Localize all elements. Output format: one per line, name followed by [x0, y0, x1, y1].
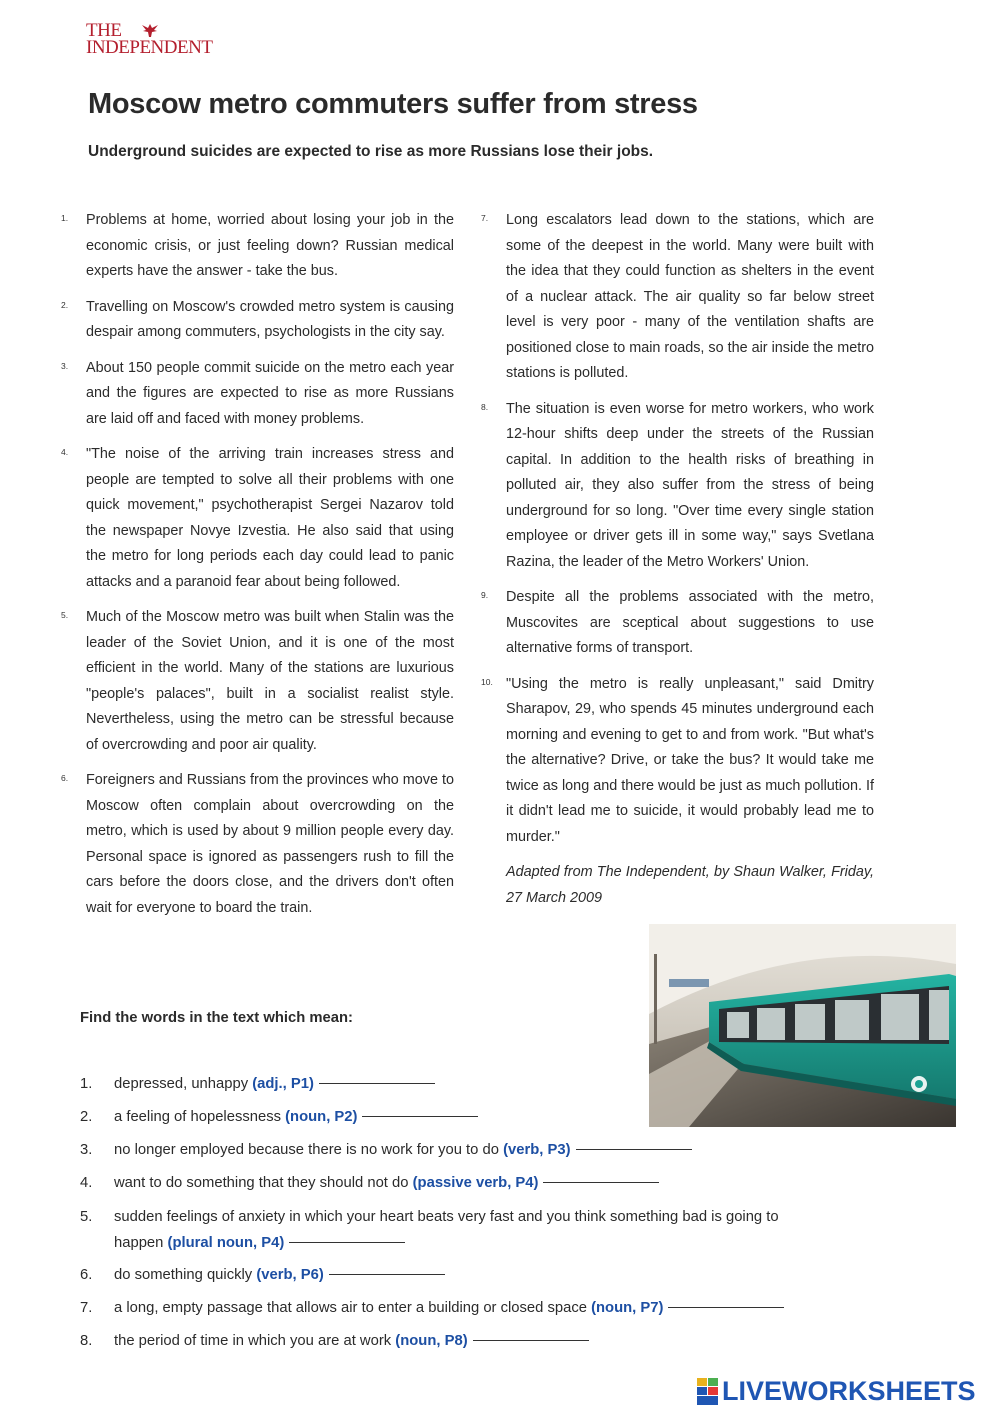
eagle-icon — [141, 22, 159, 38]
question-8 — [80, 1328, 860, 1354]
question-hint: (plural noun, P4) — [167, 1235, 285, 1251]
question-text: depressed, unhappy — [114, 1076, 249, 1092]
question-text: no longer employed because there is no work for you to do — [114, 1142, 499, 1158]
paragraph-7 — [481, 208, 874, 387]
answer-blank[interactable] — [319, 1082, 435, 1084]
paragraph-text: The situation is even worse for metro workers, who work 12-hour shifts deep under the streets of the Russian capital. In addition to the health risks of breathing in polluted air, they also suffer from the stress of being underground for so long. "Over time every single station employee or driver gets ill in some way," says Svetlana Razina, the leader of the Metro Workers' Union. — [506, 400, 874, 570]
question-text: a long, empty passage that allows air to enter a building or closed space — [114, 1300, 587, 1316]
article-column-left — [61, 208, 454, 931]
paragraph-10 — [481, 672, 874, 851]
paragraph-9 — [481, 585, 874, 662]
paragraph-text: Much of the Moscow metro was built when Stalin was the leader of the Soviet Union, and it is one of the most efficient in the world. Many of the stations are luxurious "people's palaces", built in a socialist realist style. Nevertheless, using the metro can be stressful because of overcrowding and poor air quality. — [86, 609, 454, 753]
answer-blank[interactable] — [329, 1273, 445, 1275]
paragraph-number: 10. — [481, 676, 493, 687]
paragraph-text: Long escalators lead down to the stations, which are some of the deepest in the world. Many were built with the idea that they could function as shelters in the event of a nuclear attack. The air quality so far below street level is very poor - many of the ventilation shafts are positioned close to main roads, so the air inside the metro stations is polluted. — [506, 212, 874, 381]
question-number: 1. — [80, 1076, 93, 1092]
question-5 — [80, 1204, 830, 1256]
answer-blank[interactable] — [576, 1148, 692, 1150]
paragraph-number: 9. — [481, 590, 489, 600]
paragraph-number: 4. — [61, 447, 69, 457]
paragraph-number: 5. — [61, 610, 69, 620]
paragraph-text: Despite all the problems associated with the metro, Muscovites are sceptical about suggestions to use alternative forms of transport. — [506, 589, 874, 656]
logo-line-1: THE — [86, 20, 122, 41]
question-hint: (adj., P1) — [252, 1076, 314, 1092]
answer-blank[interactable] — [668, 1306, 784, 1308]
question-hint: (verb, P6) — [256, 1267, 324, 1283]
question-number: 7. — [80, 1300, 93, 1316]
paragraph-3 — [61, 356, 454, 433]
liveworksheets-watermark — [696, 1376, 976, 1407]
answer-blank[interactable] — [473, 1339, 589, 1341]
question-hint: (noun, P8) — [395, 1333, 468, 1349]
question-2 — [80, 1104, 860, 1130]
answer-blank[interactable] — [543, 1181, 659, 1183]
paragraph-text: Problems at home, worried about losing your job in the economic crisis, or just feeling down? Russian medical experts have the answer - take the bus. — [86, 212, 454, 279]
liveworksheets-logo-icon — [696, 1377, 720, 1407]
question-text: sudden feelings of anxiety in which your heart beats very fast and you think something bad is going to happen — [114, 1209, 779, 1251]
question-6 — [80, 1262, 860, 1288]
article-headline: Moscow metro commuters suffer from stress — [88, 88, 698, 120]
paragraph-number: 2. — [61, 299, 69, 310]
question-hint: (noun, P2) — [285, 1109, 358, 1125]
question-number: 8. — [80, 1333, 93, 1349]
question-1 — [80, 1071, 860, 1097]
paragraph-text: About 150 people commit suicide on the metro each year and the figures are expected to rise as more Russians are laid off and faced with money problems. — [86, 359, 454, 427]
paragraph-number: 3. — [61, 360, 69, 371]
paragraph-number: 6. — [61, 773, 69, 783]
paragraph-text: "The noise of the arriving train increases stress and people are tempted to solve all their problems with one quick movement," psychotherapist Sergei Nazarov told the newspaper Novye Izvestia. He also said that using the metro for long periods each day could lead to panic attacks and a paranoid fear about being followed. — [86, 446, 454, 590]
independent-logo — [86, 22, 212, 56]
question-number: 2. — [80, 1109, 93, 1125]
paragraph-number: 1. — [61, 213, 69, 223]
article-subheadline: Underground suicides are expected to rise as more Russians lose their jobs. — [88, 143, 654, 160]
question-number: 5. — [80, 1209, 93, 1225]
question-text: do something quickly — [114, 1267, 253, 1283]
answer-blank[interactable] — [289, 1241, 405, 1243]
paragraph-8 — [481, 397, 874, 576]
question-number: 6. — [80, 1267, 93, 1283]
question-hint: (passive verb, P4) — [412, 1175, 539, 1191]
answer-blank[interactable] — [362, 1115, 478, 1117]
question-text: a feeling of hopelessness — [114, 1109, 281, 1125]
paragraph-6 — [61, 768, 454, 921]
paragraph-text: "Using the metro is really unpleasant," said Dmitry Sharapov, 29, who spends 45 minutes underground each morning and evening to get to and from work. "But what's the alternative? Drive, or take the bus? It would take me twice as long and there would be just as much pollution. If it didn't lead me to suicide, it would probably lead me to murder." — [506, 675, 874, 845]
paragraph-4 — [61, 442, 454, 595]
paragraph-5 — [61, 605, 454, 758]
question-hint: (verb, P3) — [503, 1142, 571, 1158]
question-7 — [80, 1295, 880, 1321]
article-credit: Adapted from The Independent, by Shaun Walker, Friday, 27 March 2009 — [506, 864, 874, 906]
question-text: the period of time in which you are at work — [114, 1333, 392, 1349]
question-number: 3. — [80, 1142, 93, 1158]
paragraph-number: 7. — [481, 213, 489, 223]
question-number: 4. — [80, 1175, 93, 1191]
paragraph-text: Foreigners and Russians from the provinces who move to Moscow often complain about overcrowding on the metro, which is used by about 9 million people every day. Personal space is ignored as passengers rush to fill the cars before the doors close, and the drivers don't often wait for everyone to board the train. — [86, 772, 454, 916]
watermark-text: LIVEWORKSHEETS — [722, 1376, 976, 1406]
question-3 — [80, 1137, 860, 1163]
exercise-title: Find the words in the text which mean: — [80, 1010, 353, 1026]
question-text: want to do something that they should not do — [114, 1175, 409, 1191]
paragraph-text: Travelling on Moscow's crowded metro system is causing despair among commuters, psychologists in the city say. — [86, 298, 454, 340]
paragraph-1 — [61, 208, 454, 285]
paragraph-2 — [61, 295, 454, 346]
logo-line-2: INDEPENDENT — [86, 37, 213, 58]
question-4 — [80, 1170, 860, 1196]
article-column-right — [481, 208, 874, 911]
paragraph-number: 8. — [481, 401, 489, 412]
question-hint: (noun, P7) — [591, 1300, 664, 1316]
